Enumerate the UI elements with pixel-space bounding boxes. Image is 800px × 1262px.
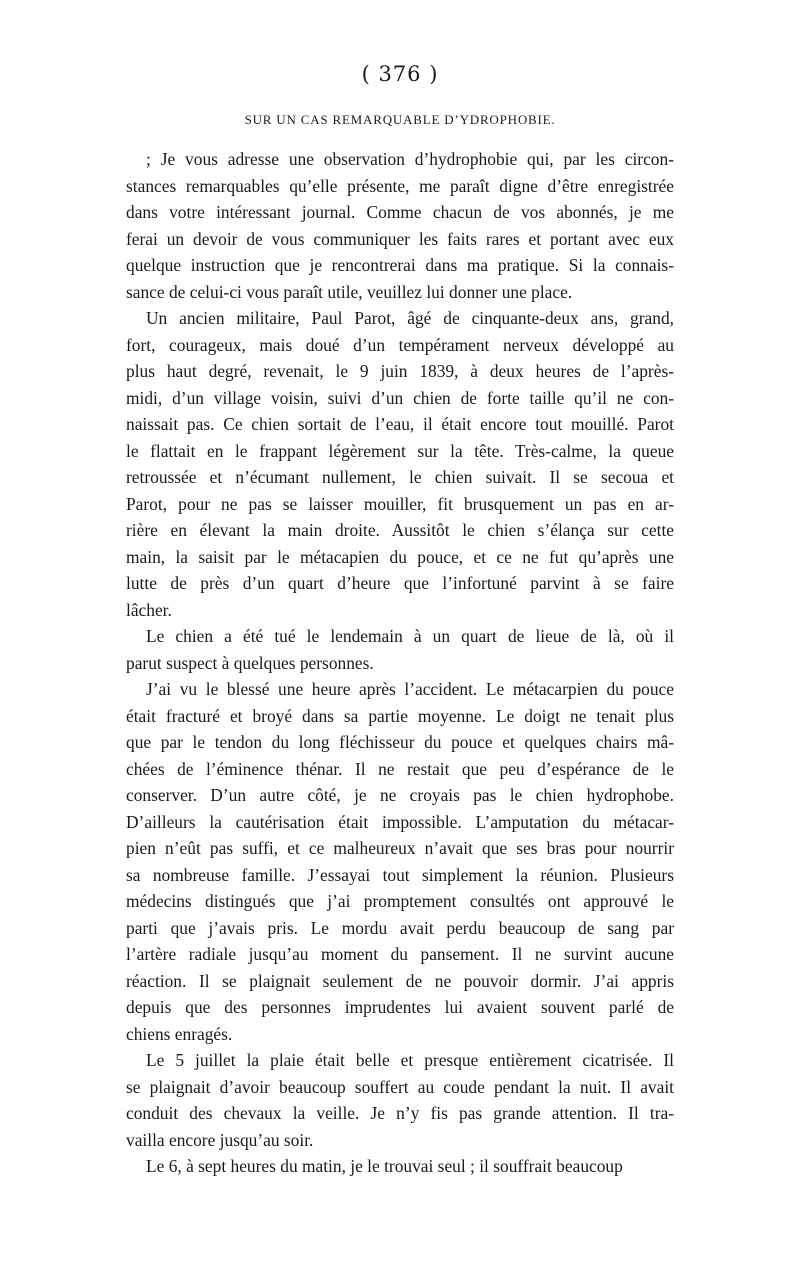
text-line: parti que j’avais pris. Le mordu avait perdu beaucoup de sang par: [126, 917, 674, 938]
paragraph: [126, 305, 674, 623]
text-line: médecins distingués que j’ai promptement consultés ont approuvé le: [126, 891, 674, 911]
text-line: conduit des chevaux la veille. Je n’y fis pas grande attention. Il tra-: [126, 1103, 674, 1123]
text-line: ; Je vous adresse une observation d’hydrophobie qui, par les circon-: [146, 149, 674, 169]
text-line: chées de l’éminence thénar. Il ne restait que peu d’espérance de le: [126, 758, 674, 779]
text-line: parut suspect à quelques personnes.: [126, 652, 374, 673]
text-line: se plaignait d’avoir beaucoup souffert au coude pendant la nuit. Il avait: [126, 1076, 674, 1097]
text-line: rière en élevant la main droite. Aussitôt le chien s’élança sur cette: [126, 520, 674, 540]
text-line: Le chien a été tué le lendemain à un quart de lieue de là, où il: [146, 626, 674, 646]
text-line: plus haut degré, revenait, le 9 juin 1839, à deux heures de l’après-: [126, 361, 674, 381]
text-line: pien n’eût pas suffi, et ce malheureux n’avait que ses bras pour nourrir: [126, 838, 674, 858]
text-line: stances remarquables qu’elle présente, me paraît digne d’être enregistrée: [126, 175, 674, 196]
paragraph: [126, 623, 674, 676]
text-line: quelque instruction que je rencontrerai dans ma pratique. Si la connais-: [126, 255, 674, 275]
text-line: Le 5 juillet la plaie était belle et presque entièrement cicatrisée. Il: [146, 1050, 674, 1070]
paragraph: [126, 676, 674, 1047]
text-line: conserver. D’un autre côté, je ne croyais pas le chien hydrophobe.: [126, 785, 674, 805]
text-line: Un ancien militaire, Paul Parot, âgé de cinquante-deux ans, grand,: [146, 308, 674, 328]
text-line: chiens enragés.: [126, 1023, 233, 1044]
text-line: l’artère radiale jusqu’au moment du pansement. Il ne survint aucune: [126, 944, 674, 964]
page-number: ( 376 ): [361, 62, 439, 86]
text-line: main, la saisit par le métacapien du pouce, et ce ne fut qu’après une: [126, 546, 674, 567]
text-line: ferai un devoir de vous communiquer les faits rares et portant avec eux: [126, 228, 674, 249]
paragraph: [126, 1047, 674, 1153]
text-line: midi, d’un village voisin, suivi d’un chien de forte taille qu’il ne con-: [126, 387, 674, 408]
text-line: depuis que des personnes imprudentes lui avaient souvent parlé de: [126, 997, 674, 1017]
text-line: J’ai vu le blessé une heure après l’accident. Le métacarpien du pouce: [146, 679, 674, 699]
text-line: Parot, pour ne pas se laisser mouiller, fit brusquement un pas en ar-: [126, 493, 674, 514]
paragraph: [126, 146, 674, 305]
text-line: Le 6, à sept heures du matin, je le trouvai seul ; il souffrait beaucoup: [146, 1156, 623, 1176]
text-line: que par le tendon du long fléchisseur du pouce et quelques chairs mâ-: [126, 732, 674, 752]
text-line: était fracturé et broyé dans sa partie moyenne. Le doigt ne tenait plus: [126, 705, 674, 726]
text-line: sa nombreuse famille. J’essayai tout simplement la réunion. Plusieurs: [126, 864, 674, 885]
body-text: [126, 146, 674, 1180]
text-line: lâcher.: [126, 599, 172, 620]
text-line: retroussée et n’écumant nullement, le chien suivait. Il se secoua et: [126, 467, 674, 487]
text-line: lutte de près d’un quart d’heure que l’infortuné parvint à se faire: [126, 573, 674, 593]
paragraph: [126, 1153, 674, 1180]
running-title: SUR UN CAS REMARQUABLE D’YDROPHOBIE.: [244, 112, 556, 127]
text-line: réaction. Il se plaignait seulement de ne pouvoir dormir. J’ai appris: [126, 970, 674, 991]
text-line: naissait pas. Ce chien sortait de l’eau, il était encore tout mouillé. Parot: [126, 414, 674, 434]
text-line: vailla encore jusqu’au soir.: [126, 1129, 314, 1150]
text-line: le flattait en le frappant légèrement sur la tête. Très-calme, la queue: [126, 440, 674, 461]
text-line: fort, courageux, mais doué d’un tempérament nerveux développé au: [126, 334, 674, 355]
text-line: dans votre intéressant journal. Comme chacun de vos abonnés, je me: [126, 202, 674, 222]
text-line: sance de celui-ci vous paraît utile, veuillez lui donner une place.: [126, 281, 573, 302]
text-line: D’ailleurs la cautérisation était impossible. L’amputation du métacar-: [126, 811, 674, 832]
